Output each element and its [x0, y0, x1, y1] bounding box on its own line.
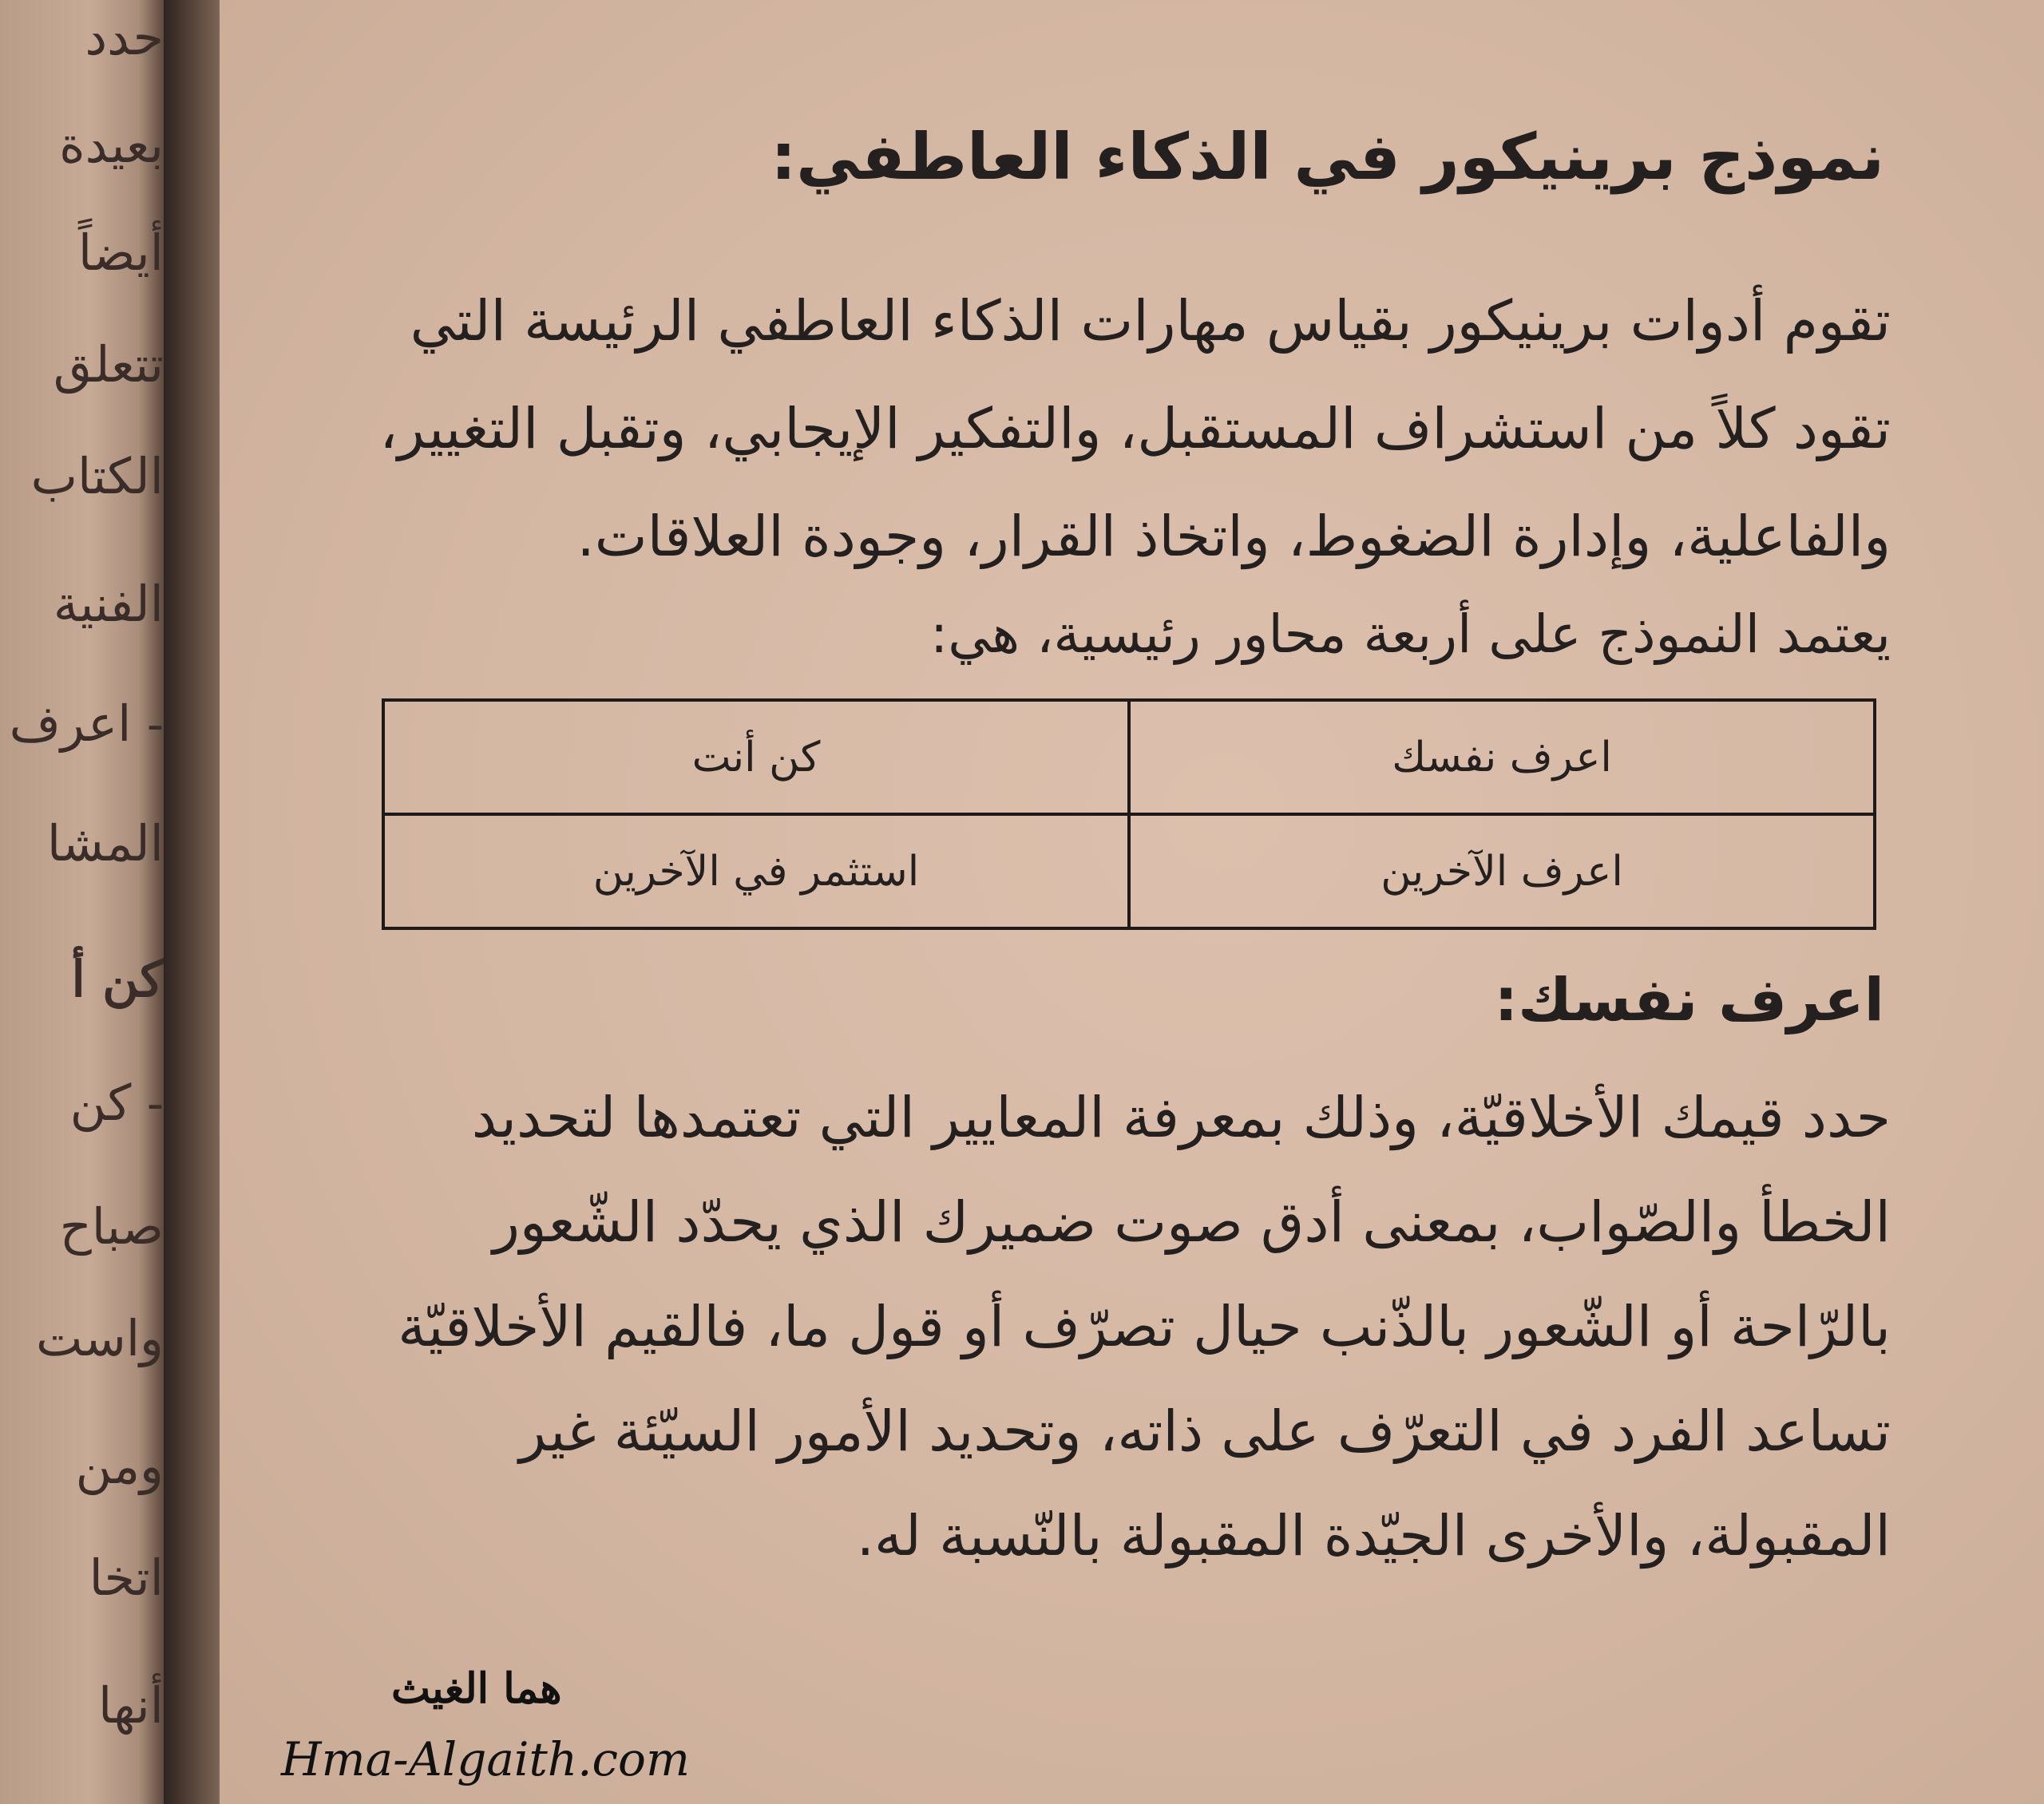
table-cell: استثمر في الآخرين [383, 814, 1129, 928]
left-page-fragment: المشا [46, 814, 164, 872]
watermark-url: Hma-Algaith.com [281, 1732, 690, 1786]
section-heading: اعرف نفسك: [1494, 966, 1884, 1035]
left-page-fragment: أيضاً [77, 224, 164, 282]
left-page-fragment: الفنية [53, 575, 164, 633]
body-paragraph: حدد قيمك الأخلاقيّة، وذلك بمعرفة المعايير التي تعتمدها لتحديد الخطأ والصّواب، بمعنى أدق صوت ضميرك الذي يحدّد الشّعور بالرّاحة أو الشّعور بالذّنب حيال تصرّف أو قول ما، فالقيم الأخلاقيّة تساعد الفرد في التعرّف على ذاته، وتحديد الأمور السيّئة غير المقبولة، والأخرى الجيّدة المقبولة بالنّسبة له. [398, 1085, 1891, 1569]
left-page-fragment: اتخا [89, 1549, 164, 1607]
left-page-fragment: بعيدة [59, 116, 164, 174]
left-page-fragment: ومن [75, 1437, 164, 1495]
left-page-fragment: حدد [85, 8, 164, 66]
watermark-arabic: هما الغيث [391, 1664, 562, 1713]
left-page-fragment: الكتاب [30, 447, 164, 505]
left-page-fragment: - كن [69, 1074, 164, 1132]
intro-paragraph: تقوم أدوات برينيكور بقياس مهارات الذكاء العاطفي الرئيسة التي تقود كلاً من استشراف المستقبل، والتفكير الإيجابي، وتقبل التغيير، والفاعلية، وإدارة الضغوط، واتخاذ القرار، وجودة العلاقات. [379, 288, 1891, 569]
table-cell: اعرف الآخرين [1129, 814, 1875, 928]
left-page-fragment: تتعلق [53, 335, 164, 394]
page-title: نموذج برينيكور في الذكاء العاطفي: [770, 120, 1884, 194]
table-row [383, 700, 1875, 814]
left-page-fragment: أنها [98, 1676, 164, 1735]
axes-intro: يعتمد النموذج على أربعة محاور رئيسية، هي: [930, 603, 1891, 665]
book-gutter [164, 0, 220, 1804]
table-row [383, 814, 1875, 928]
table-cell: اعرف نفسك [1129, 700, 1875, 814]
left-facing-page [0, 0, 164, 1804]
left-page-fragment: - اعرف [9, 694, 164, 753]
left-page-fragment: صباح [59, 1197, 164, 1256]
axes-table [382, 698, 1876, 930]
left-page-fragment: كن أ [71, 950, 164, 1008]
left-page-fragment: واست [36, 1309, 164, 1367]
table-cell: كن أنت [383, 700, 1129, 814]
